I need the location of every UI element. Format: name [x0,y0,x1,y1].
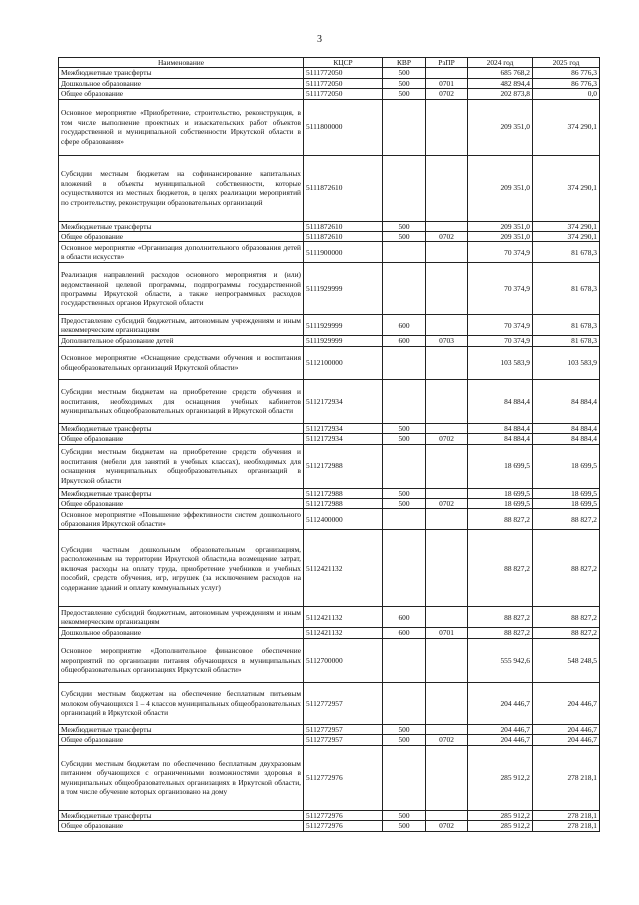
cell-2024: 84 884,4 [468,423,533,433]
table-row [59,379,600,423]
cell-2024: 70 374,9 [468,242,533,263]
cell-kcsr: 5112172934 [304,423,383,433]
cell-kvr [383,155,426,221]
cell-kcsr: 5112700000 [304,638,383,682]
cell-name: Субсидии местным бюджетам по обеспечению бесплатным двухразовым питанием обучающихся с ограниченными возможностями здоровья в муниципальных общеобразовательных организациях в Иркутской области, в том числе обучение которых организовано на дому [59,745,304,810]
cell-name: Субсидии частным дошкольным образовательным организациям, расположенным на территории Иркутской области,на возмещение затрат, включая расходы на оплату труда, приобретение учебников и учебных пособий, средств обучения, игр, игрушек (за исключением расходов на содержание зданий и оплату коммунальных услуг) [59,530,304,607]
cell-kcsr: 5112172988 [304,499,383,509]
cell-2025: 0,0 [533,89,600,99]
cell-2024: 209 351,0 [468,221,533,231]
table-row [59,488,600,498]
cell-name: Межбюджетные трансферты [59,724,304,734]
cell-kcsr: 5112772957 [304,724,383,734]
cell-kcsr: 5111872610 [304,232,383,242]
cell-rzpr [426,221,468,231]
cell-rzpr [426,509,468,530]
cell-2024: 18 699,5 [468,499,533,509]
cell-name: Общее образование [59,232,304,242]
cell-kcsr: 5111900000 [304,242,383,263]
cell-2025: 204 446,7 [533,682,600,724]
cell-kvr [383,379,426,423]
cell-2024: 285 912,2 [468,745,533,810]
cell-2024: 204 446,7 [468,724,533,734]
table-row [59,724,600,734]
cell-2025: 84 884,4 [533,379,600,423]
cell-2025: 374 290,1 [533,155,600,221]
cell-kcsr: 5112421132 [304,607,383,628]
cell-kvr [383,444,426,488]
cell-2024: 209 351,0 [468,99,533,155]
cell-2025: 278 218,1 [533,745,600,810]
cell-rzpr: 0703 [426,336,468,346]
cell-2024: 202 873,8 [468,89,533,99]
cell-rzpr: 0702 [426,499,468,509]
cell-kvr [383,638,426,682]
cell-kcsr: 5111929999 [304,336,383,346]
cell-2024: 84 884,4 [468,379,533,423]
cell-2025: 84 884,4 [533,423,600,433]
cell-name: Субсидии местным бюджетам на приобретение средств обучения и воспитания (мебели для занятий в учебных классах), необходимых для оснащения муниципальных общеобразовательных организаций в Иркутской области [59,444,304,488]
cell-2025: 278 218,1 [533,810,600,820]
table-row [59,638,600,682]
table-header-row [59,58,600,68]
table-row [59,89,600,99]
cell-2024: 285 912,2 [468,821,533,831]
cell-2025: 548 248,5 [533,638,600,682]
cell-rzpr [426,530,468,607]
cell-kcsr: 5111772050 [304,89,383,99]
cell-2024: 555 942,6 [468,638,533,682]
cell-rzpr: 0701 [426,78,468,88]
cell-2024: 18 699,5 [468,488,533,498]
cell-kcsr: 5112100000 [304,346,383,379]
cell-rzpr: 0702 [426,434,468,444]
cell-name: Межбюджетные трансферты [59,423,304,433]
cell-kcsr: 5111872610 [304,221,383,231]
cell-kcsr: 5112421132 [304,628,383,638]
cell-kcsr: 5111800000 [304,99,383,155]
cell-rzpr [426,68,468,78]
header-2025: 2025 год [533,58,600,68]
cell-name: Общее образование [59,434,304,444]
cell-kvr: 500 [383,89,426,99]
cell-name: Межбюджетные трансферты [59,488,304,498]
cell-name: Дошкольное образование [59,628,304,638]
cell-2025: 88 827,2 [533,607,600,628]
table-row [59,735,600,745]
header-name: Наименование [59,58,304,68]
cell-kcsr: 5112772957 [304,682,383,724]
cell-rzpr [426,682,468,724]
cell-kvr: 500 [383,724,426,734]
table-row [59,68,600,78]
cell-2025: 88 827,2 [533,509,600,530]
cell-kvr: 500 [383,735,426,745]
cell-2025: 204 446,7 [533,724,600,734]
cell-kvr: 500 [383,499,426,509]
cell-name: Общее образование [59,735,304,745]
cell-kvr: 500 [383,434,426,444]
cell-kcsr: 5112421132 [304,530,383,607]
cell-2025: 374 290,1 [533,232,600,242]
table-row [59,221,600,231]
cell-2024: 88 827,2 [468,628,533,638]
table-row [59,434,600,444]
cell-name: Общее образование [59,89,304,99]
cell-kcsr: 5112400000 [304,509,383,530]
cell-kvr: 600 [383,336,426,346]
cell-rzpr: 0701 [426,628,468,638]
cell-2024: 84 884,4 [468,434,533,444]
cell-name: Межбюджетные трансферты [59,221,304,231]
cell-2025: 81 678,3 [533,315,600,336]
cell-2025: 18 699,5 [533,444,600,488]
page-number: 3 [317,34,322,45]
cell-kvr [383,509,426,530]
cell-name: Реализация направлений расходов основного мероприятия и (или) ведомственной целевой программы, подпрограммы государственной программы Иркутской области, а также непрограммных расходов государственных органов Иркутской области [59,263,304,315]
cell-kvr [383,745,426,810]
cell-kvr: 600 [383,607,426,628]
cell-2025: 88 827,2 [533,530,600,607]
table-row [59,810,600,820]
cell-name: Предоставление субсидий бюджетным, автономным учреждениям и иным некоммерческим организациям [59,607,304,628]
cell-kcsr: 5112172988 [304,488,383,498]
cell-kvr: 500 [383,221,426,231]
cell-kcsr: 5112772957 [304,735,383,745]
cell-rzpr [426,488,468,498]
cell-2024: 103 583,9 [468,346,533,379]
cell-name: Межбюджетные трансферты [59,68,304,78]
cell-2024: 482 894,4 [468,78,533,88]
table-row [59,530,600,607]
cell-rzpr: 0702 [426,821,468,831]
cell-rzpr [426,607,468,628]
table-row [59,444,600,488]
cell-name: Предоставление субсидий бюджетным, автономным учреждениям и иным некоммерческим организациям [59,315,304,336]
cell-kcsr: 5112772976 [304,810,383,820]
header-kvr: КВР [383,58,426,68]
cell-rzpr [426,444,468,488]
cell-name: Основное мероприятие «Повышение эффективности систем дошкольного образования Иркутской области» [59,509,304,530]
cell-2025: 81 678,3 [533,336,600,346]
cell-rzpr: 0702 [426,89,468,99]
table-row [59,509,600,530]
cell-2025: 88 827,2 [533,628,600,638]
cell-name: Основное мероприятие «Организация дополнительного образования детей в области искусств» [59,242,304,263]
cell-kcsr: 5111772050 [304,78,383,88]
cell-kvr: 500 [383,423,426,433]
cell-rzpr [426,263,468,315]
table-row [59,336,600,346]
cell-kvr: 500 [383,810,426,820]
cell-kvr: 500 [383,68,426,78]
cell-rzpr: 0702 [426,735,468,745]
cell-kcsr: 5112772976 [304,821,383,831]
cell-rzpr [426,745,468,810]
cell-2024: 88 827,2 [468,607,533,628]
cell-name: Дополнительное образование детей [59,336,304,346]
cell-2024: 88 827,2 [468,509,533,530]
cell-2025: 374 290,1 [533,221,600,231]
cell-2025: 204 446,7 [533,735,600,745]
header-kcsr: КЦСР [304,58,383,68]
table-row [59,423,600,433]
cell-kvr [383,346,426,379]
table-row [59,99,600,155]
cell-rzpr [426,638,468,682]
cell-2024: 204 446,7 [468,682,533,724]
table-row [59,263,600,315]
cell-2025: 18 699,5 [533,488,600,498]
table-body [59,68,600,831]
table-row [59,242,600,263]
cell-name: Дошкольное образование [59,78,304,88]
cell-kvr: 600 [383,628,426,638]
cell-kcsr: 5111872610 [304,155,383,221]
cell-kvr: 500 [383,821,426,831]
cell-2025: 103 583,9 [533,346,600,379]
cell-rzpr [426,724,468,734]
cell-kvr: 500 [383,78,426,88]
cell-name: Основное мероприятие «Оснащение средствами обучения и воспитания общеобразовательных организаций Иркутской области» [59,346,304,379]
table-row [59,745,600,810]
header-2024: 2024 год [468,58,533,68]
cell-2024: 285 912,2 [468,810,533,820]
cell-rzpr [426,346,468,379]
cell-kcsr: 5112172934 [304,434,383,444]
cell-2024: 18 699,5 [468,444,533,488]
cell-kcsr: 5112172934 [304,379,383,423]
cell-kvr [383,263,426,315]
table-row [59,682,600,724]
table-row [59,78,600,88]
cell-rzpr [426,315,468,336]
cell-rzpr [426,810,468,820]
cell-name: Субсидии местным бюджетам на софинансирование капитальных вложений в объекты муниципальной собственности, которые осуществляются из местных бюджетов, в целях реализации мероприятий по строительству, реконструкции образовательных организаций [59,155,304,221]
cell-2025: 374 290,1 [533,99,600,155]
cell-name: Субсидии местным бюджетам на обеспечение бесплатным питьевым молоком обучающихся 1 – 4 классов муниципальных общеобразовательных организаций в Иркутской области [59,682,304,724]
cell-2025: 86 776,3 [533,78,600,88]
cell-2025: 278 218,1 [533,821,600,831]
cell-name: Основное мероприятие «Приобретение, строительство, реконструкция, в том числе выполнение проектных и изыскательских работ объектов государственной и муниципальной собственности Иркутской области в сфере образования» [59,99,304,155]
cell-name: Основное мероприятие «Дополнительное финансовое обеспечение мероприятий по организации питания обучающихся в муниципальных общеобразовательных организациях Иркутской области» [59,638,304,682]
cell-2024: 70 374,9 [468,263,533,315]
cell-2025: 81 678,3 [533,242,600,263]
budget-table [58,57,600,832]
cell-name: Субсидии местным бюджетам на приобретение средств обучения и воспитания, необходимых для оснащения учебных кабинетов муниципальных общеобразовательных организаций в Иркутской области [59,379,304,423]
cell-2025: 18 699,5 [533,499,600,509]
table-row [59,628,600,638]
table-row [59,315,600,336]
table-row [59,346,600,379]
cell-2024: 685 768,2 [468,68,533,78]
cell-kvr [383,242,426,263]
cell-2024: 204 446,7 [468,735,533,745]
cell-kvr: 500 [383,488,426,498]
cell-2025: 86 776,3 [533,68,600,78]
table-row [59,499,600,509]
cell-2024: 88 827,2 [468,530,533,607]
table-row [59,232,600,242]
cell-2024: 209 351,0 [468,155,533,221]
cell-rzpr [426,99,468,155]
cell-rzpr [426,155,468,221]
cell-2024: 70 374,9 [468,336,533,346]
cell-kcsr: 5111772050 [304,68,383,78]
cell-rzpr [426,242,468,263]
cell-kvr [383,530,426,607]
cell-name: Общее образование [59,821,304,831]
cell-kvr: 600 [383,315,426,336]
cell-kcsr: 5112172988 [304,444,383,488]
table-row [59,155,600,221]
cell-kcsr: 5112772976 [304,745,383,810]
cell-2025: 84 884,4 [533,434,600,444]
cell-name: Межбюджетные трансферты [59,810,304,820]
cell-rzpr [426,423,468,433]
cell-2024: 209 351,0 [468,232,533,242]
cell-rzpr: 0702 [426,232,468,242]
cell-kcsr: 5111929999 [304,315,383,336]
table-row [59,821,600,831]
cell-2024: 70 374,9 [468,315,533,336]
cell-kcsr: 5111929999 [304,263,383,315]
cell-kvr: 500 [383,232,426,242]
cell-kvr [383,99,426,155]
cell-2025: 81 678,3 [533,263,600,315]
table-row [59,607,600,628]
cell-rzpr [426,379,468,423]
cell-kvr [383,682,426,724]
header-rzpr: РзПР [426,58,468,68]
cell-name: Общее образование [59,499,304,509]
